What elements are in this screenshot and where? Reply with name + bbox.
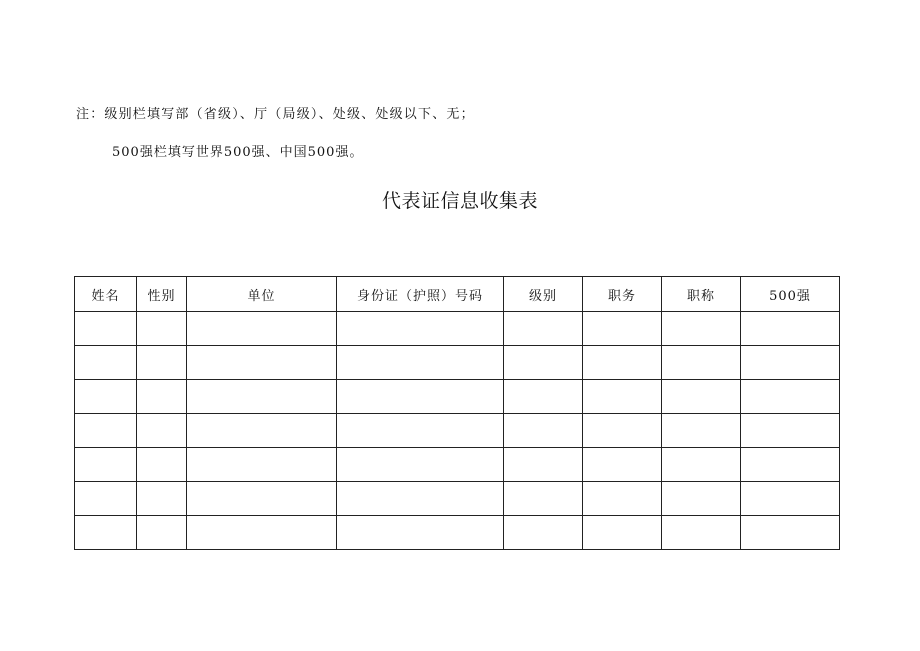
table-cell[interactable]: [75, 312, 137, 346]
table-header-row: [75, 277, 840, 312]
table-cell[interactable]: [137, 448, 187, 482]
table-cell[interactable]: [187, 312, 337, 346]
header-position: 职务: [583, 277, 662, 312]
table-cell[interactable]: [504, 516, 583, 550]
table-cell[interactable]: [137, 414, 187, 448]
table-cell[interactable]: [187, 414, 337, 448]
note-level-instructions: 注：级别栏填写部（省级）、厅（局级）、处级、处级以下、无；: [76, 107, 475, 122]
table-cell[interactable]: [504, 312, 583, 346]
table-cell[interactable]: [187, 482, 337, 516]
table-row: [75, 448, 840, 482]
table-cell[interactable]: [583, 516, 662, 550]
table-cell[interactable]: [337, 312, 504, 346]
table-cell[interactable]: [337, 516, 504, 550]
table-cell[interactable]: [583, 414, 662, 448]
table-cell[interactable]: [741, 482, 840, 516]
table-cell[interactable]: [662, 312, 741, 346]
table-cell[interactable]: [337, 380, 504, 414]
table-cell[interactable]: [583, 482, 662, 516]
header-top500: 500强: [741, 277, 840, 312]
table-cell[interactable]: [741, 414, 840, 448]
table-cell[interactable]: [75, 516, 137, 550]
table-cell[interactable]: [504, 448, 583, 482]
table-cell[interactable]: [187, 380, 337, 414]
table-row: [75, 482, 840, 516]
table-cell[interactable]: [741, 312, 840, 346]
table-cell[interactable]: [504, 380, 583, 414]
table-cell[interactable]: [662, 414, 741, 448]
table-row: [75, 516, 840, 550]
table-cell[interactable]: [337, 346, 504, 380]
header-level: 级别: [504, 277, 583, 312]
table-row: [75, 346, 840, 380]
table-cell[interactable]: [137, 482, 187, 516]
table-cell[interactable]: [662, 482, 741, 516]
table-cell[interactable]: [504, 482, 583, 516]
table-row: [75, 414, 840, 448]
table-cell[interactable]: [741, 516, 840, 550]
header-name: 姓名: [75, 277, 137, 312]
table-cell[interactable]: [583, 448, 662, 482]
header-organization: 单位: [187, 277, 337, 312]
table-cell[interactable]: [75, 346, 137, 380]
table-cell[interactable]: [741, 448, 840, 482]
table-cell[interactable]: [662, 346, 741, 380]
table-cell[interactable]: [137, 516, 187, 550]
table-cell[interactable]: [187, 516, 337, 550]
table-cell[interactable]: [137, 380, 187, 414]
table-cell[interactable]: [504, 346, 583, 380]
table-cell[interactable]: [583, 346, 662, 380]
table-row: [75, 380, 840, 414]
table-cell[interactable]: [741, 380, 840, 414]
table-cell[interactable]: [741, 346, 840, 380]
table-cell[interactable]: [75, 448, 137, 482]
table-cell[interactable]: [504, 414, 583, 448]
table-cell[interactable]: [337, 482, 504, 516]
table-row: [75, 312, 840, 346]
table-cell[interactable]: [337, 448, 504, 482]
representative-info-table: [74, 276, 840, 550]
table-cell[interactable]: [137, 346, 187, 380]
table-cell[interactable]: [187, 448, 337, 482]
table-cell[interactable]: [137, 312, 187, 346]
table-cell[interactable]: [75, 482, 137, 516]
table-cell[interactable]: [75, 380, 137, 414]
note-top500-instructions: 500强栏填写世界500强、中国500强。: [112, 145, 364, 160]
table-cell[interactable]: [662, 448, 741, 482]
table-cell[interactable]: [583, 380, 662, 414]
table-cell[interactable]: [662, 380, 741, 414]
table-cell[interactable]: [187, 346, 337, 380]
table-cell[interactable]: [583, 312, 662, 346]
header-title: 职称: [662, 277, 741, 312]
table-cell[interactable]: [662, 516, 741, 550]
page-title: 代表证信息收集表: [381, 190, 538, 212]
header-id-number: 身份证（护照）号码: [337, 277, 504, 312]
table-cell[interactable]: [337, 414, 504, 448]
header-gender: 性别: [137, 277, 187, 312]
table-cell[interactable]: [75, 414, 137, 448]
